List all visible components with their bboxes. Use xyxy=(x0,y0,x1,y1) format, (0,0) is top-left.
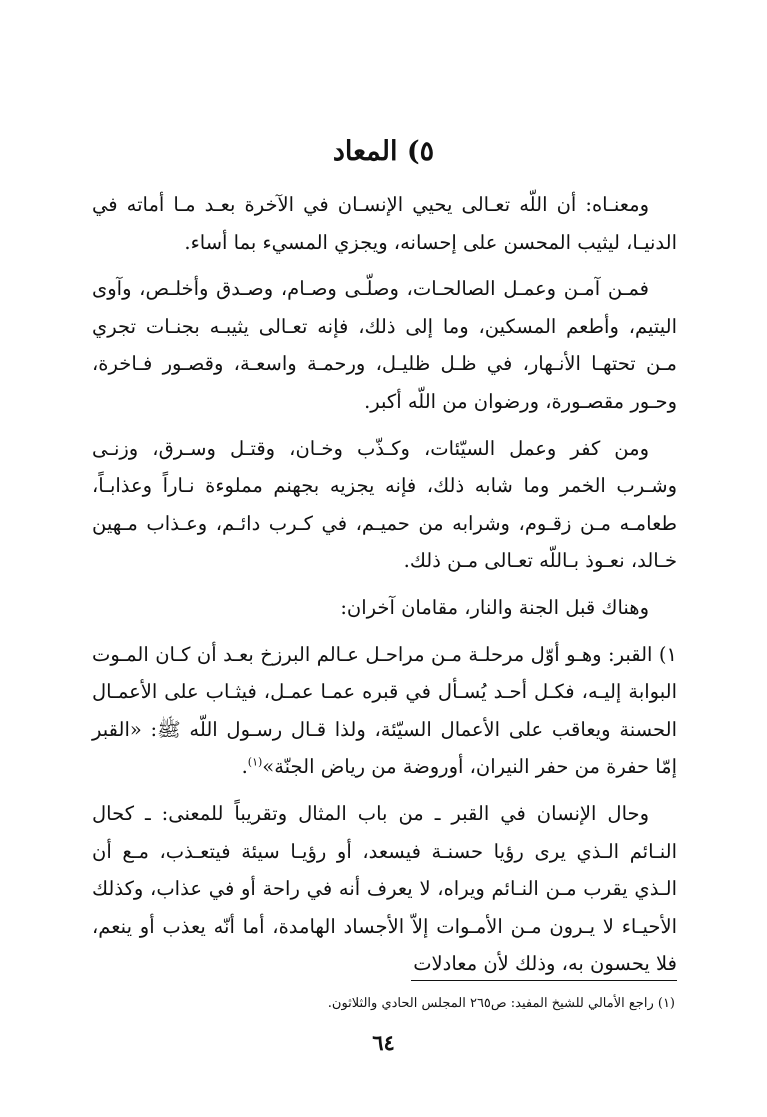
paragraph: فمـن آمـن وعمـل الصالحـات، وصلّـى وصـام، وصـدق وأخلـص، وآوى اليتيم، وأطعم المسكين، وما إلى ذلك، فإنه تعـالى يثيبـه بجنـات تجري مـن تحتهـا الأنـهار، في ظـل ظليـل، ورحمـة واسعـة، وقصـور فـاخرة، وحـور مقصـورة، ورضوان من اللّه أكبر. xyxy=(92,277,677,413)
list-item-grave xyxy=(92,636,677,786)
footnote-reference: (١) xyxy=(247,755,263,769)
section-heading: ٥) المعاد xyxy=(332,136,435,167)
item-end: . xyxy=(241,755,248,779)
item-text: ١) القبر: وهـو أوّل مرحلـة مـن مراحـل عـالم البرزخ بعـد أن كـان المـوت البوابة إليـه، فكـل أحـد يُسـأل في قبره عمـا عمـل، فيثـاب على الأعمـال الحسنة ويعاقب على الأعمال السيّئة، ولذا قـال رسـول اللّه ﷺ: «القبر إمّا حفرة من حفر النيران، أوروضة من رياض الجنّة» xyxy=(92,642,677,779)
footnote-divider xyxy=(411,980,677,981)
paragraph: ومعنـاه: أن اللّه تعـالى يحيي الإنسـان في الآخرة بعـد مـا أماته في الدنيـا، ليثيب المحسن على إحسانه، ويجزي المسيء بما أساء. xyxy=(92,193,677,254)
paragraph: ومن كفر وعمل السيّئات، وكـذّب وخـان، وقتـل وسـرق، وزنـى وشـرب الخمر وما شابه ذلك، فإنه يجزيه بجهنم مملوءة نـاراً وعذابـاً، طعامـه مـن زقـوم، وشرابه من حميـم، في كـرب دائـم، وعـذاب مـهين خـالد، نعـوذ بـاللّه تعـالى مـن ذلك. xyxy=(92,436,677,573)
paragraph: وحال الإنسان في القبر ـ من باب المثال وتقريباً للمعنى: ـ كحال النـائم الـذي يرى رؤيا حسنـة فيسعد، أو رؤيـا سيئة فيتعـذب، مـع أن الـذي يقرب مـن النـائم ويراه، لا يعرف أنه في راحة أو في عذاب، وكذلك الأحيـاء لا يـرون مـن الأمـوات إلاّ الأجساد الهامدة، أما أنّه يعذب أو ينعم، فلا يحسون به، وذلك لأن معادلات xyxy=(92,801,677,976)
footnote: (١) راجع الأمالي للشيخ المفيد: ص٢٦٥ المجلس الحادي والثلاثون. xyxy=(327,996,675,1011)
main-text xyxy=(92,186,677,992)
page-number: ٦٤ xyxy=(372,1030,395,1055)
paragraph: وهناك قبل الجنة والنار، مقامان آخران: xyxy=(340,595,649,619)
